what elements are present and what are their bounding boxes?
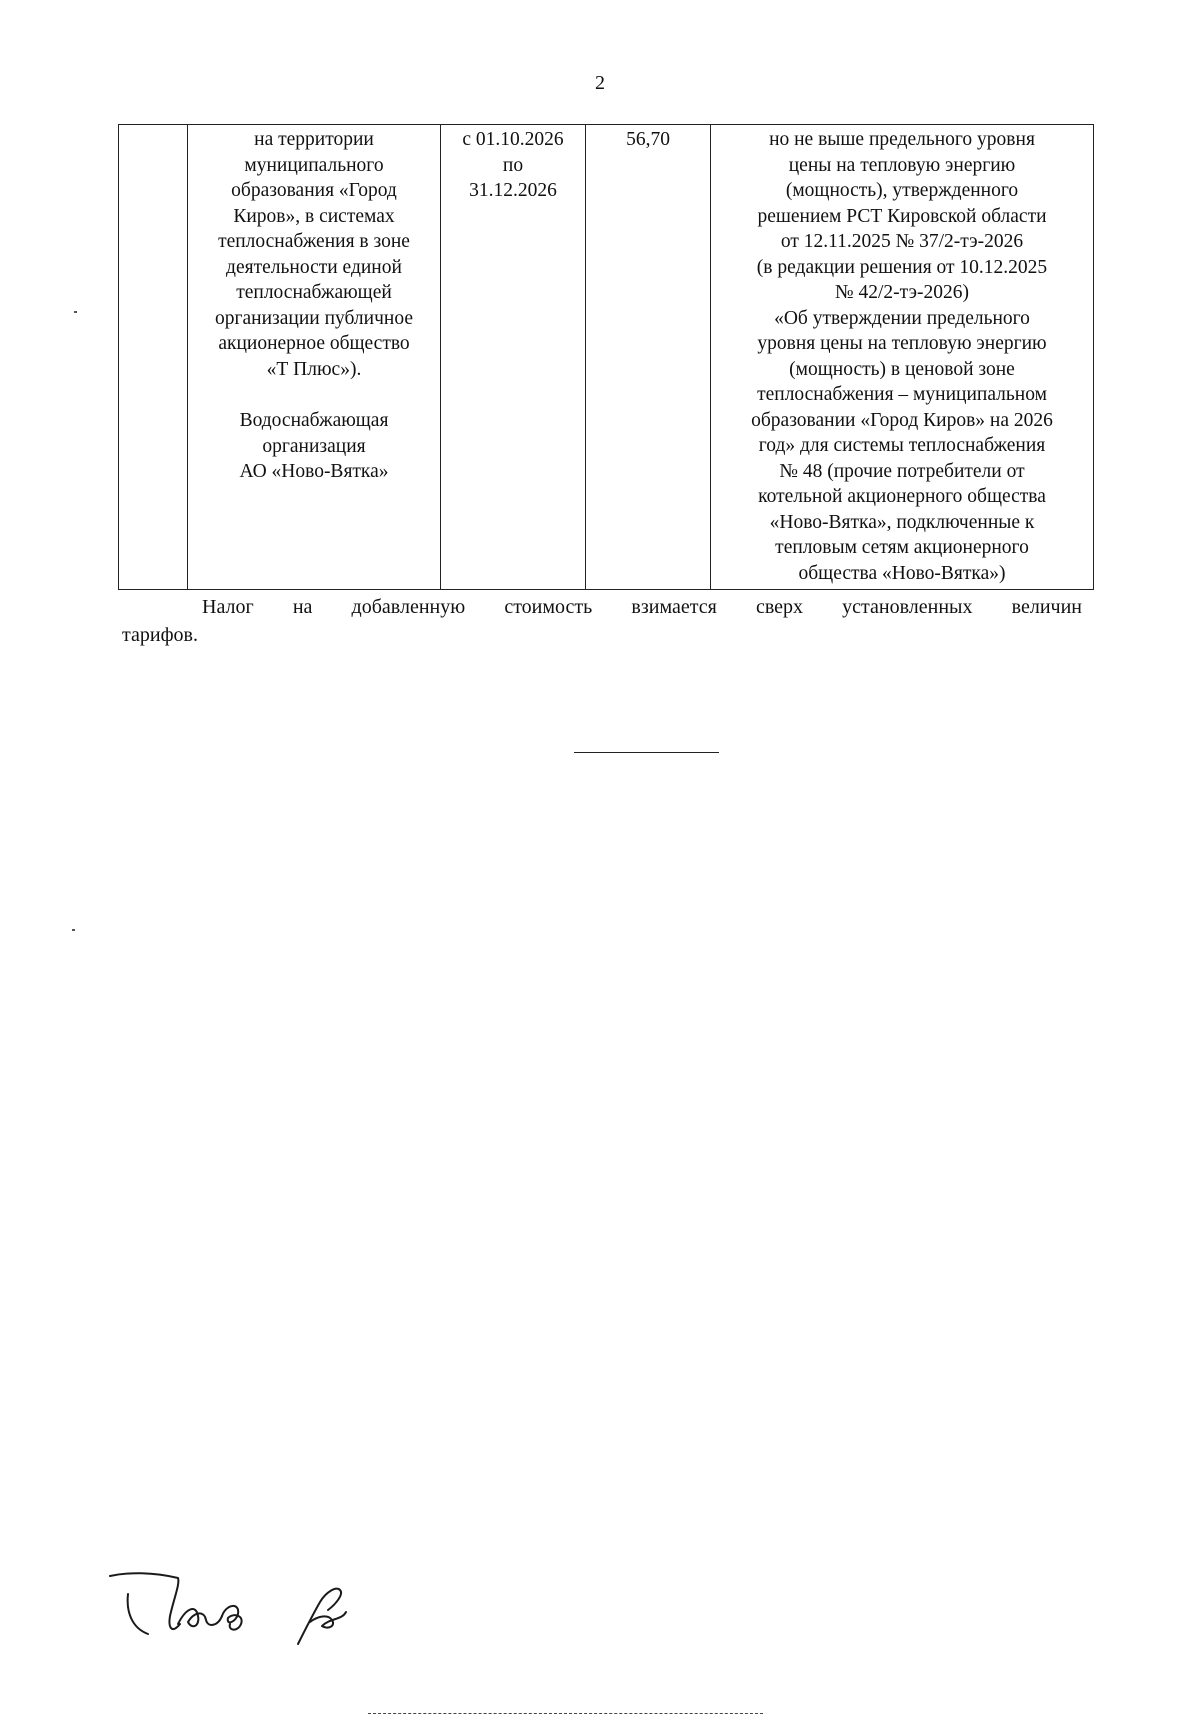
row-index-cell: [119, 125, 188, 590]
bottom-edge-line: [368, 1713, 763, 1714]
table-row: [119, 125, 1094, 590]
description-cell: [188, 125, 441, 590]
vat-note: [122, 593, 1082, 649]
end-of-document-rule: [574, 752, 719, 753]
period-cell: [441, 125, 586, 590]
description-main: на территории муниципального образования «Город Киров», в системах теплоснабжения в зоне деятельности единой теплоснабжающей организации публичное акционерное общество «Т Плюс»).: [215, 129, 413, 380]
handwritten-signature: [108, 1564, 353, 1654]
period-text: с 01.10.2026 по 31.12.2026: [462, 129, 564, 201]
note-cell: [711, 125, 1094, 590]
vat-note-line1: Налог на добавленную стоимость взимается сверх установленных величин: [202, 596, 1082, 618]
scan-speck: [74, 311, 77, 313]
note-text: но не выше предельного уровня цены на тепловую энергию (мощность), утвержденного решением РСТ Кировской области от 12.11.2025 № 37/2-тэ-2026 (в редакции решения от 10.12.2025 № 42/2-тэ-2026) «Об утверждении предельного уровня цены на тепловую энергию (мощность) в ценовой зоне теплоснабжения – муниципальном образовании «Город Киров» на 2026 год» для системы теплоснабжения № 48 (прочие потребители от котельной акционерного общества «Ново-Вятка», подключенные к тепловым сетям акционерного общества «Ново-Вятка»): [751, 129, 1053, 584]
description-gap: [194, 382, 434, 408]
page-number: 2: [595, 72, 605, 94]
scan-speck: [72, 929, 75, 931]
tariff-value-cell: 56,70: [586, 125, 711, 590]
description-supplier: Водоснабжающая организация АО «Ново-Вятка»: [239, 410, 389, 482]
vat-note-line2: тарифов.: [122, 624, 198, 646]
tariff-table: [118, 124, 1094, 590]
